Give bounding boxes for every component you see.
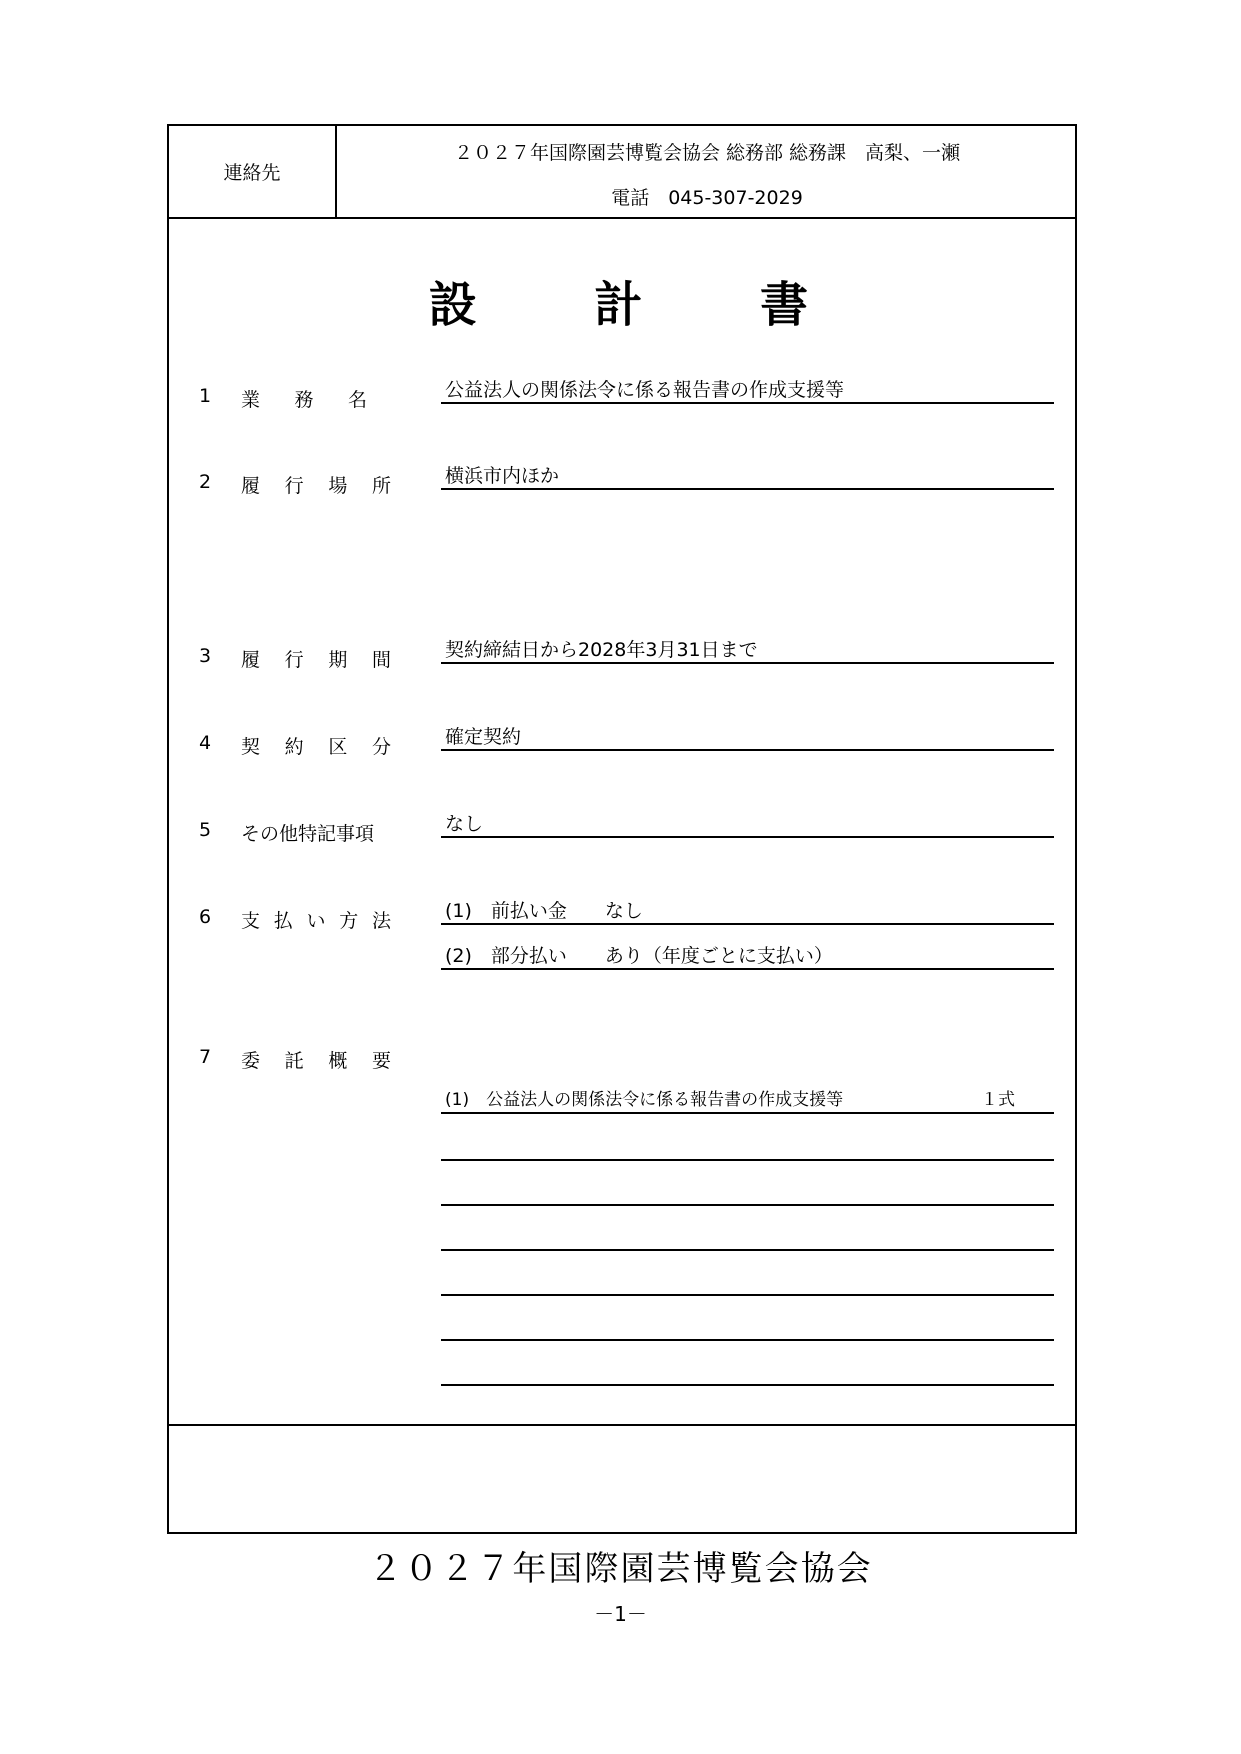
contact-phone: 電話 045-307-2029 [611, 187, 803, 209]
outline-quantity: １式 [981, 1090, 1015, 1110]
item-label-contract-type: 契 約 区 分 [241, 736, 391, 758]
blank-line [441, 1204, 1054, 1206]
bottom-divider [169, 1424, 1075, 1426]
blank-line [441, 1159, 1054, 1161]
item-label-outline: 委 託 概 要 [241, 1050, 391, 1072]
document-frame [167, 124, 1077, 1534]
item-value-location: 横浜市内ほか [441, 464, 1054, 490]
item-number: 6 [199, 906, 212, 928]
item-number: 1 [199, 385, 212, 407]
item-value-period: 契約締結日から2028年3月31日まで [441, 638, 1054, 664]
footer-organization: ２０２７年国際園芸博覧会協会 [368, 1549, 873, 1589]
item-number: 2 [199, 471, 212, 493]
item-label: 業 [241, 389, 261, 411]
item-number: 4 [199, 732, 212, 754]
item-number: 5 [199, 819, 212, 841]
item-label-location: 履 行 場 所 [241, 475, 391, 497]
contact-organization: ２０２７年国際園芸博覧会協会 総務部 総務課 高梨、一瀬 [453, 142, 961, 164]
item-value-payment-advance: (1) 前払い金 なし [441, 899, 1054, 925]
outline-description: (1) 公益法人の関係法令に係る報告書の作成支援等 [445, 1090, 844, 1110]
item-number: 3 [199, 645, 212, 667]
item-value-payment-partial: (2) 部分払い あり（年度ごとに支払い） [441, 944, 1054, 970]
item-value-outline [441, 1088, 1054, 1114]
contact-label: 連絡先 [169, 126, 337, 217]
blank-line [441, 1339, 1054, 1341]
blank-line [441, 1294, 1054, 1296]
item-label-payment: 支 払 い 方 法 [241, 910, 391, 932]
blank-line [441, 1249, 1054, 1251]
document-title: 設 計 書 [428, 277, 816, 333]
item-value-task-name: 公益法人の関係法令に係る報告書の作成支援等 [441, 378, 1054, 404]
item-value-special-notes: なし [441, 812, 1054, 838]
item-label-task-name: 業 務 名 [241, 385, 367, 412]
item-value-contract-type: 確定契約 [441, 725, 1054, 751]
contact-row [169, 126, 1075, 219]
item-label-special-notes: その他特記事項 [241, 823, 375, 845]
blank-line [441, 1384, 1054, 1386]
item-label-period: 履 行 期 間 [241, 649, 391, 671]
page-number: －1－ [594, 1602, 647, 1626]
item-number: 7 [199, 1046, 212, 1068]
